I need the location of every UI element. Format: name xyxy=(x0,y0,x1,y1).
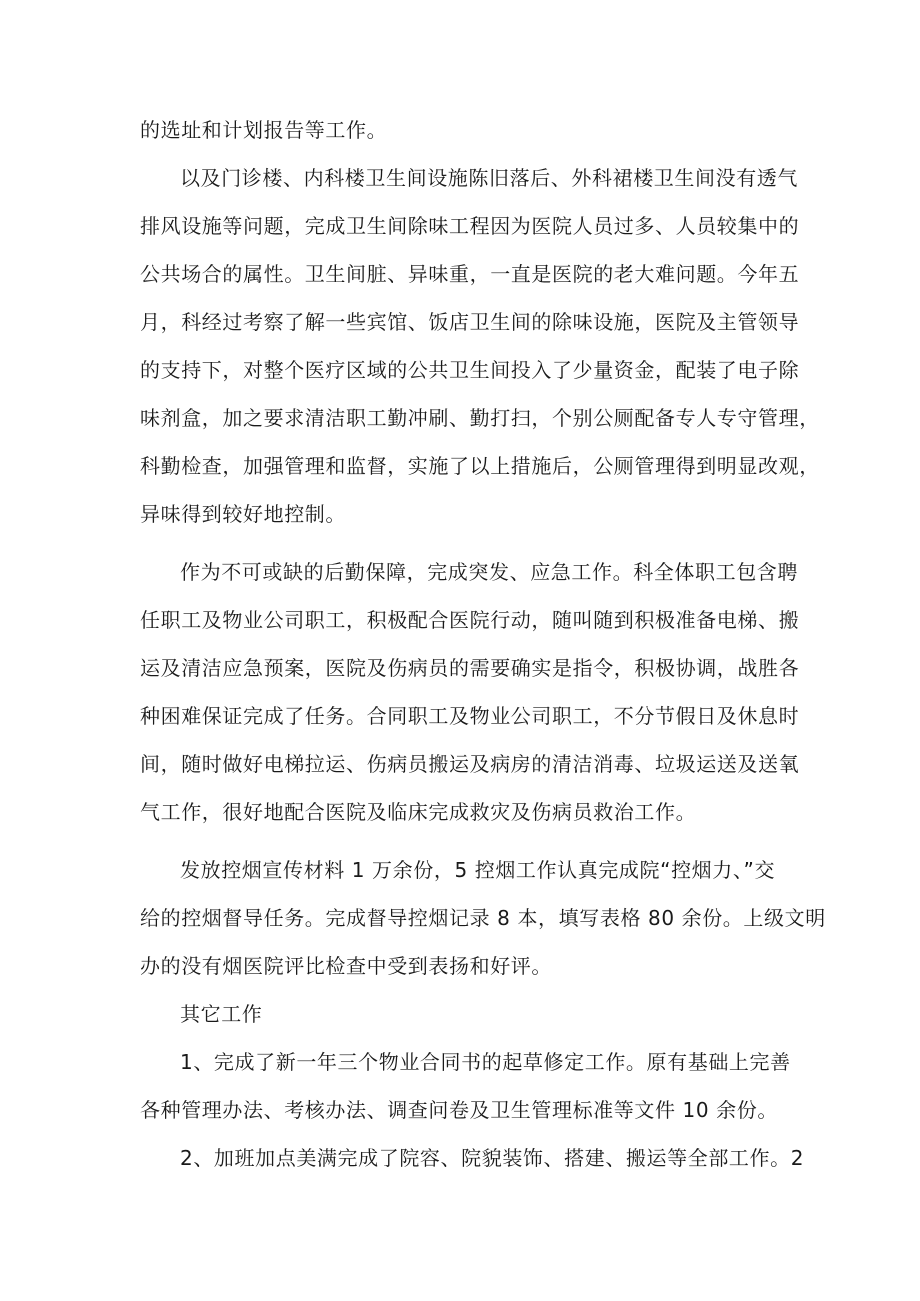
text-line: 种困难保证完成了任务。合同职工及物业公司职工，不分节假日及休息时 xyxy=(140,704,800,728)
text-line: 作为不可或缺的后勤保障，完成突发、应急工作。科全体职工包含聘 xyxy=(180,560,798,584)
text-line: 月，科经过考察了解一些宾馆、饭店卫生间的除味设施，医院及主管领导 xyxy=(140,310,800,334)
text-line: 味剂盒，加之要求清洁职工勤冲刷、勤打扫，个别公厕配备专人专守管理， xyxy=(140,406,820,430)
text-line: 异味得到较好地控制。 xyxy=(140,502,346,526)
text-line: 间，随时做好电梯拉运、伤病员搬运及病房的清洁消毒、垃圾运送及送氧 xyxy=(140,752,800,776)
section-heading: 其它工作 xyxy=(180,1002,263,1026)
text-line: 给的控烟督导任务。完成督导控烟记录 8 本，填写表格 80 余份。上级文明 xyxy=(140,906,826,930)
text-line: 以及门诊楼、内科楼卫生间设施陈旧落后、外科裙楼卫生间没有透气 xyxy=(180,166,798,190)
text-line: 各种管理办法、考核办法、调查问卷及卫生管理标准等文件 10 余份。 xyxy=(140,1098,778,1122)
text-line: 科勤检查，加强管理和监督，实施了以上措施后，公厕管理得到明显改观， xyxy=(140,454,820,478)
text-line: 运及清洁应急预案，医院及伤病员的需要确实是指令，积极协调，战胜各 xyxy=(140,656,800,680)
text-line: 1、完成了新一年三个物业合同书的起草修定工作。原有基础上完善 xyxy=(180,1050,791,1074)
text-line: 办的没有烟医院评比检查中受到表扬和好评。 xyxy=(140,954,552,978)
text-line: 2、加班加点美满完成了院容、院貌装饰、搭建、搬运等全部工作。2 xyxy=(180,1146,805,1170)
text-line: 任职工及物业公司职工，积极配合医院行动，随叫随到积极准备电梯、搬 xyxy=(140,608,800,632)
text-line: 排风设施等问题，完成卫生间除味工程因为医院人员过多、人员较集中的 xyxy=(140,214,800,238)
text-line: 的支持下，对整个医疗区域的公共卫生间投入了少量资金，配装了电子除 xyxy=(140,358,800,382)
text-line: 气工作，很好地配合医院及临床完成救灾及伤病员救治工作。 xyxy=(140,800,697,824)
text-line: 公共场合的属性。卫生间脏、异味重，一直是医院的老大难问题。今年五 xyxy=(140,262,800,286)
text-line: 发放控烟宣传材料 1 万余份，5 控烟工作认真完成院“控烟力、”交 xyxy=(180,858,776,882)
text-line: 的选址和计划报告等工作。 xyxy=(140,118,388,142)
